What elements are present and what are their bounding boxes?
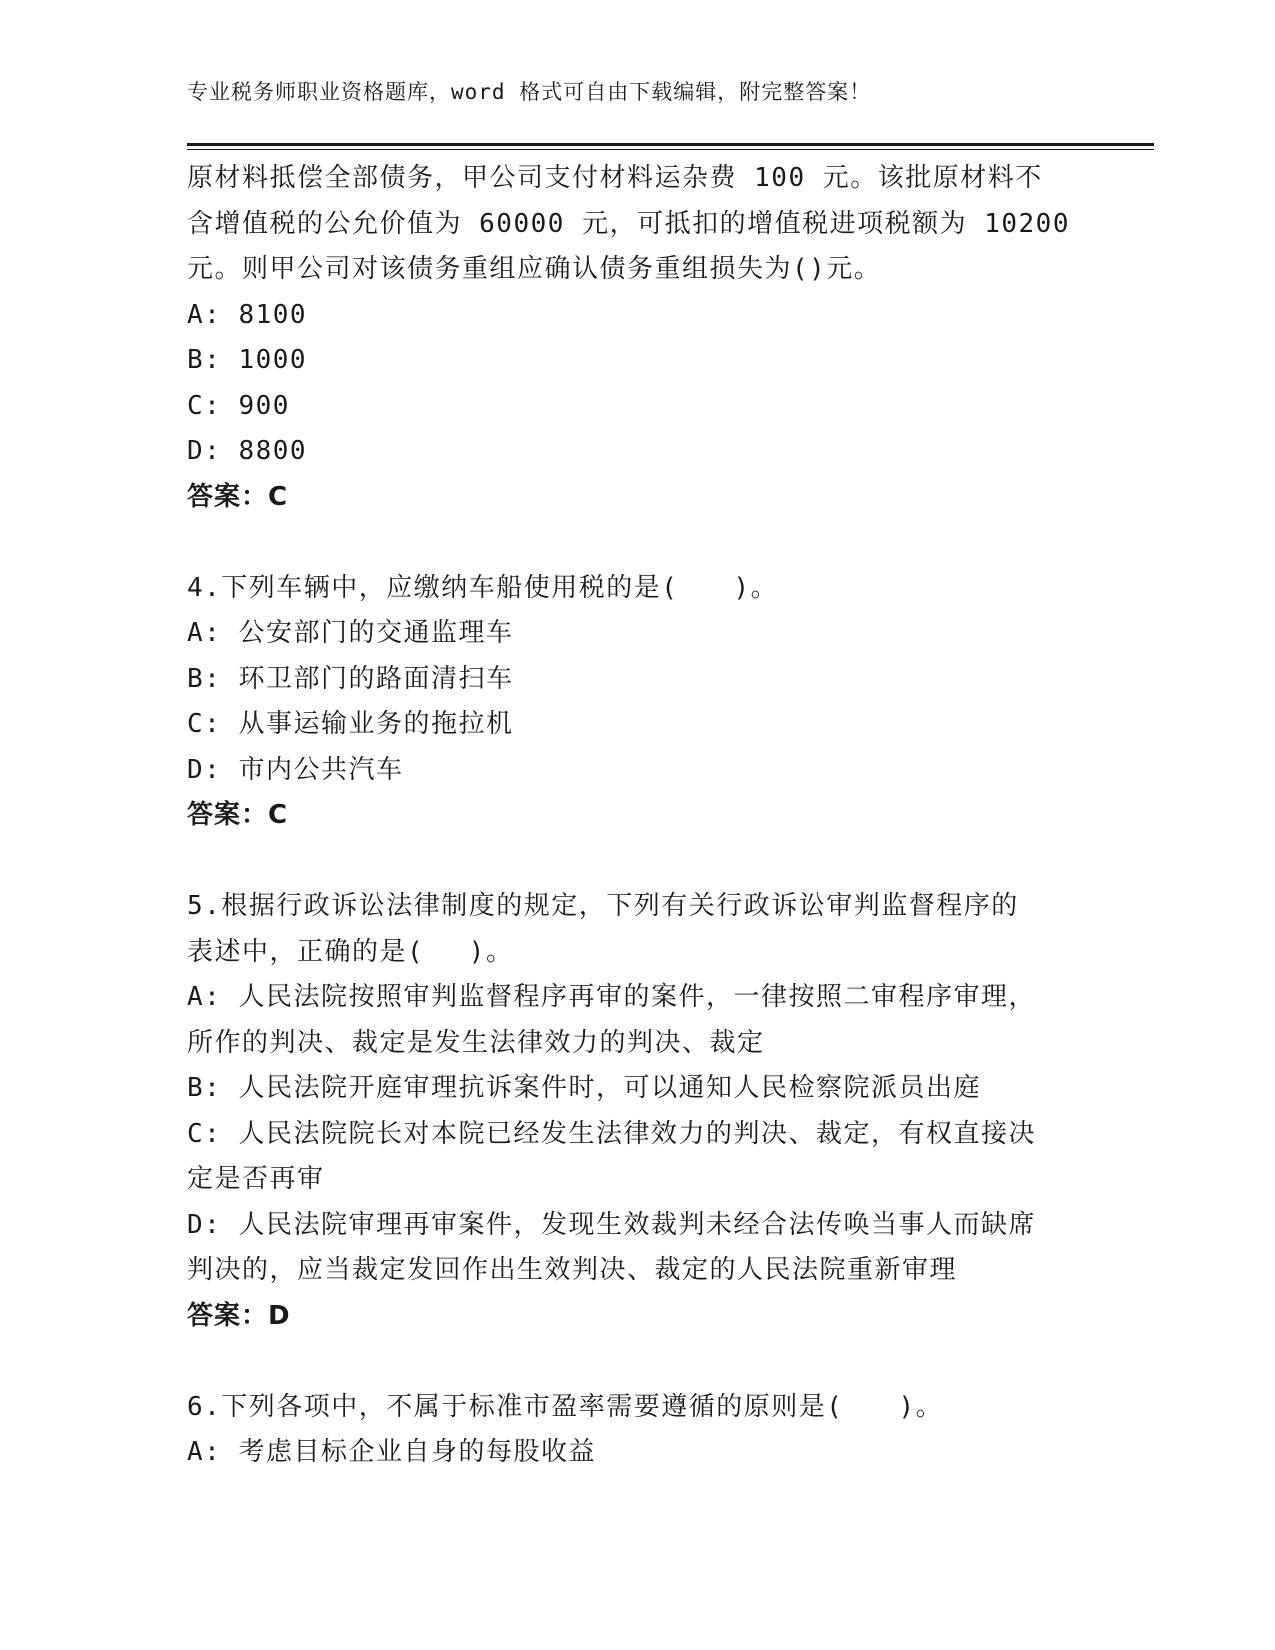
answer: 答案：C (187, 481, 289, 512)
option-b: B: 环卫部门的路面清扫车 (187, 663, 514, 694)
question-stem-line: 5.根据行政诉讼法律制度的规定，下列有关行政诉讼审判监督程序的 (187, 891, 1019, 921)
option-d: D: 8800 (187, 436, 308, 466)
spacer (187, 1339, 1087, 1385)
option-line: C: 人民法院院长对本院已经发生法律效力的判决、裁定，有权直接决 (187, 1118, 1036, 1149)
option-b: B: 1000 (187, 345, 308, 375)
page-header: 专业税务师职业资格题库，word 格式可自由下载编辑，附完整答案！ (187, 80, 872, 104)
question-5 (187, 884, 1087, 1339)
option-c: C: 900 (187, 390, 290, 421)
question-stem-line: 6.下列各项中，不属于标准市盈率需要遵循的原则是( )。 (187, 1391, 944, 1422)
question-stem-line: 含增值税的公允价值为 60000 元，可抵扣的增值税进项税额为 10200 (187, 208, 1070, 239)
question-4 (187, 566, 1087, 839)
option-d: D: 市内公共汽车 (187, 754, 404, 785)
question-stem-line: 4.下列车辆中，应缴纳车船使用税的是( )。 (187, 572, 779, 603)
header-rule-thin (187, 149, 1154, 150)
question-3 (187, 156, 1087, 520)
option-line: B: 人民法院开庭审理抗诉案件时，可以通知人民检察院派员出庭 (187, 1073, 981, 1103)
option-line: 所作的判决、裁定是发生法律效力的判决、裁定 (187, 1027, 765, 1058)
question-content (187, 156, 1087, 1476)
answer: 答案：D (187, 1300, 291, 1331)
question-stem-line: 元。则甲公司对该债务重组应确认债务重组损失为()元。 (187, 254, 882, 284)
option-c: C: 从事运输业务的拖拉机 (187, 709, 514, 739)
spacer (187, 520, 1087, 566)
question-stem-line: 原材料抵偿全部债务，甲公司支付材料运杂费 100 元。该批原材料不 (187, 163, 1043, 193)
option-a: A: 公安部门的交通监理车 (187, 618, 514, 648)
question-stem-line: 表述中，正确的是( )。 (187, 936, 514, 967)
option-line: A: 人民法院按照审判监督程序再审的案件，一律按照二审程序审理， (187, 982, 1036, 1012)
option-line: D: 人民法院审理再审案件，发现生效裁判未经合法传唤当事人而缺席 (187, 1209, 1036, 1240)
answer: 答案：C (187, 800, 289, 830)
option-line: 定是否再审 (187, 1164, 325, 1194)
header-rule-thick (187, 143, 1154, 146)
option-line: 判决的，应当裁定发回作出生效判决、裁定的人民法院重新审理 (187, 1255, 958, 1285)
option-a: A: 8100 (187, 299, 308, 330)
spacer (187, 839, 1087, 885)
option-a: A: 考虑目标企业自身的每股收益 (187, 1437, 596, 1467)
question-6 (187, 1385, 1087, 1476)
